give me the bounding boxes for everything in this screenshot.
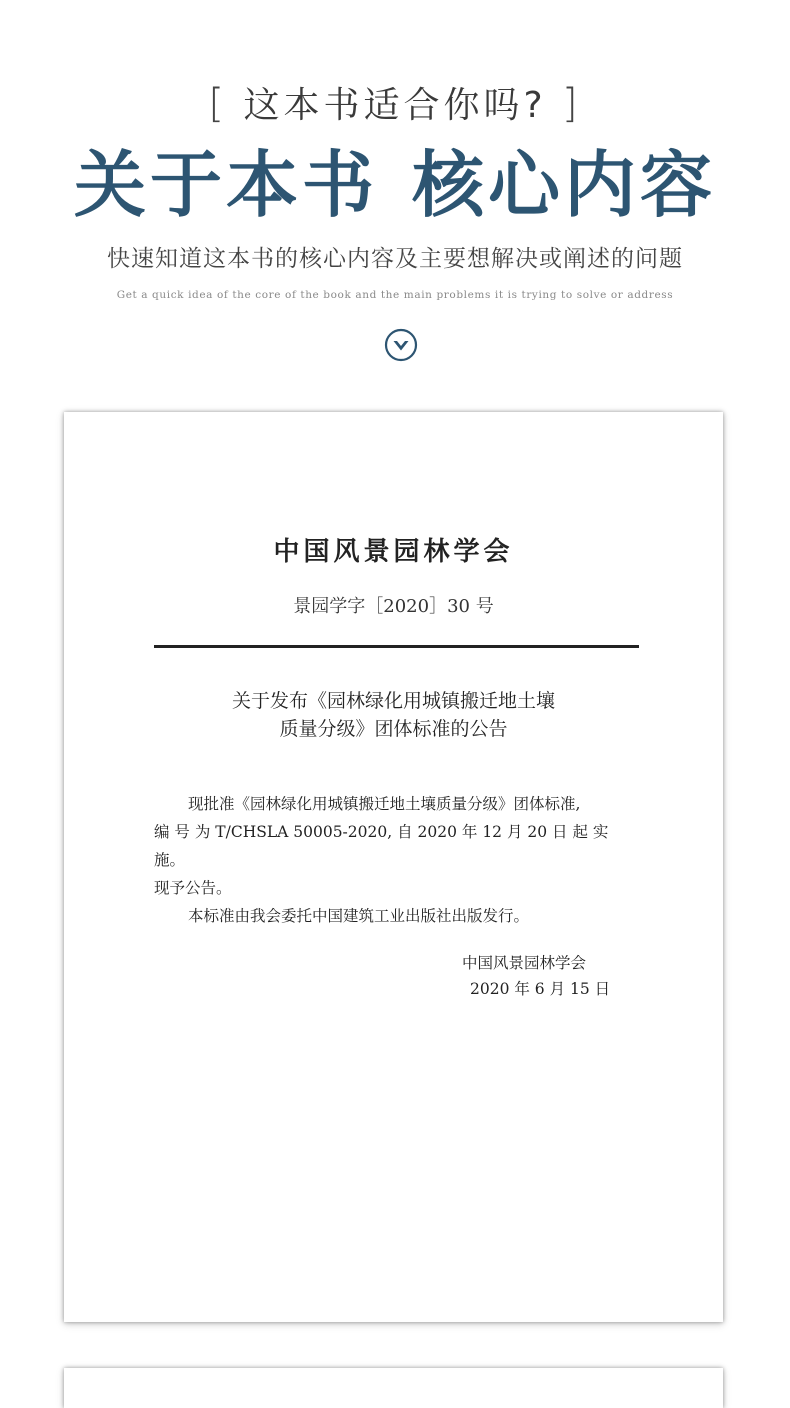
subtitle: 快速知道这本书的核心内容及主要想解决或阐述的问题 bbox=[107, 246, 683, 272]
signature-organization: 中国风景园林学会 bbox=[462, 954, 587, 972]
question-text: 这本书适合你吗? bbox=[243, 85, 547, 126]
body-line: 本标准由我会委托中国建筑工业出版社出版发行。 bbox=[188, 907, 530, 925]
next-document-page bbox=[64, 1368, 723, 1408]
header-banner bbox=[0, 0, 790, 390]
organization-title: 中国风景园林学会 bbox=[273, 537, 514, 567]
body-line: 现予公告。 bbox=[154, 879, 232, 897]
chevron-down-circle-icon[interactable] bbox=[384, 328, 418, 362]
document-page bbox=[64, 412, 723, 1322]
body-line: 编 号 为 T/CHSLA 50005-2020, 自 2020 年 12 月 20 日 起 实 施。 bbox=[154, 823, 609, 869]
header-divider bbox=[154, 645, 639, 648]
bracket-close: ] bbox=[562, 81, 582, 127]
main-title-left: 关于本书 bbox=[73, 142, 378, 227]
question-heading bbox=[0, 80, 790, 130]
notice-title-line: 关于发布《园林绿化用城镇搬迁地土壤 bbox=[231, 690, 555, 712]
document-number: 景园学字［2020］30 号 bbox=[293, 596, 494, 617]
main-title bbox=[0, 135, 790, 235]
notice-title bbox=[64, 687, 723, 743]
body-line: 现批准《园林绿化用城镇搬迁地土壤质量分级》团体标准, bbox=[188, 795, 581, 813]
main-title-right: 核心内容 bbox=[412, 142, 717, 227]
subtitle-english: Get a quick idea of the core of the book and the main problems it is trying to solve or address bbox=[116, 289, 674, 301]
signature-date: 2020 年 6 月 15 日 bbox=[470, 980, 611, 998]
bracket-open: [ bbox=[208, 81, 228, 127]
notice-body bbox=[154, 790, 644, 930]
notice-title-line: 质量分级》团体标准的公告 bbox=[279, 718, 508, 740]
